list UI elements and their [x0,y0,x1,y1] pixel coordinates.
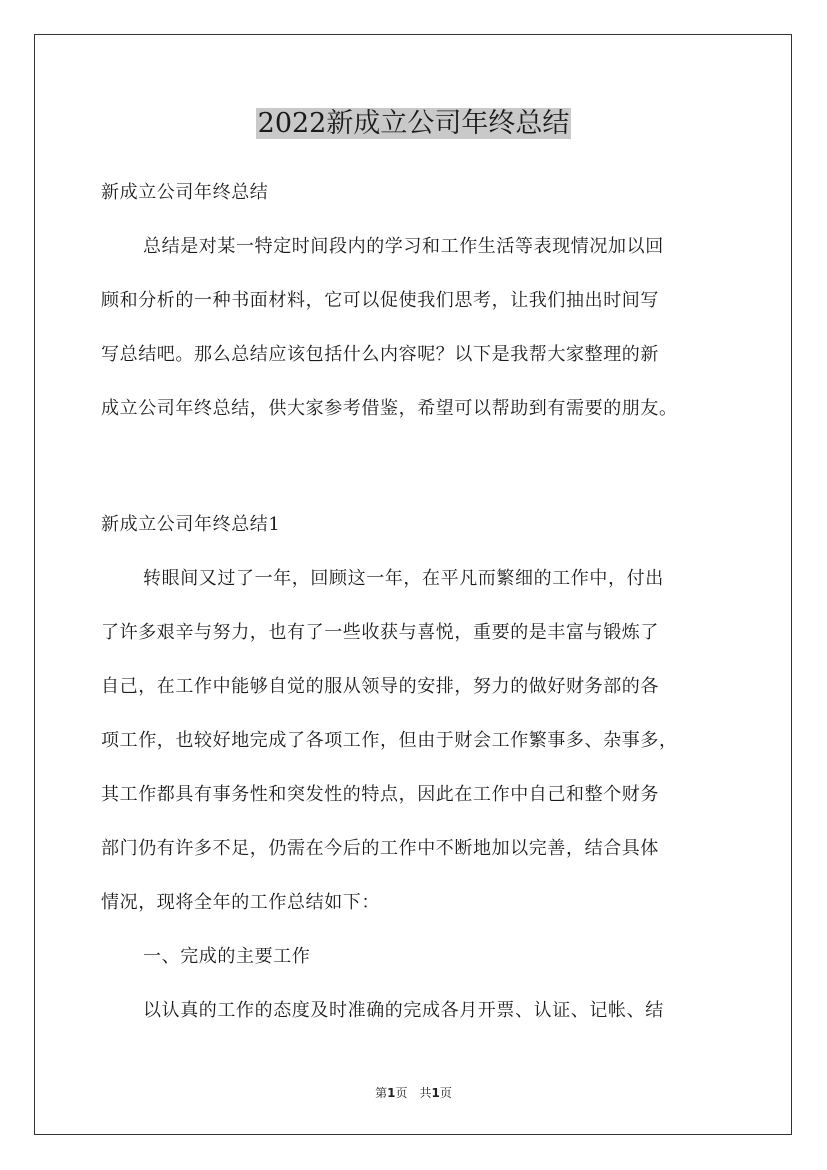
footer-page-total: 1 [431,1086,440,1100]
paragraph-line: 成立公司年终总结，供大家参考借鉴，希望可以帮助到有需要的朋友。 [101,398,678,419]
paragraph-line: 部门仍有许多不足，仍需在今后的工作中不断地加以完善，结合具体 [101,838,659,859]
paragraph-line: 转眼间又过了一年，回顾这一年，在平凡而繁细的工作中，付出 [143,568,664,589]
paragraph-line: 以认真的工作的态度及时准确的完成各月开票、认证、记帐、结 [143,1000,664,1021]
document-title-text: 2022新成立公司年终总结 [257,108,570,139]
footer-suffix: 页 [439,1086,452,1100]
footer-prefix: 第 [375,1086,388,1100]
subsection-heading: 一、完成的主要工作 [143,946,311,967]
paragraph-line: 自己，在工作中能够自觉的服从领导的安排，努力的做好财务部的各 [101,676,659,697]
paragraph-line: 写总结吧。那么总结应该包括什么内容呢？以下是我帮大家整理的新 [101,344,659,365]
paragraph-line: 总结是对某一特定时间段内的学习和工作生活等表现情况加以回 [143,236,664,257]
paragraph-gap [101,440,741,502]
page-footer [0,1084,827,1101]
footer-mid: 页 共 [395,1086,432,1100]
document-title [0,104,827,144]
section-heading: 新成立公司年终总结 [101,182,269,203]
document-body [101,170,741,1042]
paragraph-line: 了许多艰辛与努力，也有了一些收获与喜悦，重要的是丰富与锻炼了 [101,622,659,643]
paragraph-line: 其工作都具有事务性和突发性的特点，因此在工作中自己和整个财务 [101,784,659,805]
footer-page-number: 1 [387,1086,396,1100]
paragraph-line: 顾和分析的一种书面材料，它可以促使我们思考，让我们抽出时间写 [101,290,659,311]
paragraph-line: 项工作，也较好地完成了各项工作，但由于财会工作繁事多、杂事多， [101,730,678,751]
section-heading: 新成立公司年终总结1 [101,514,281,535]
paragraph-line: 情况，现将全年的工作总结如下： [101,892,380,913]
